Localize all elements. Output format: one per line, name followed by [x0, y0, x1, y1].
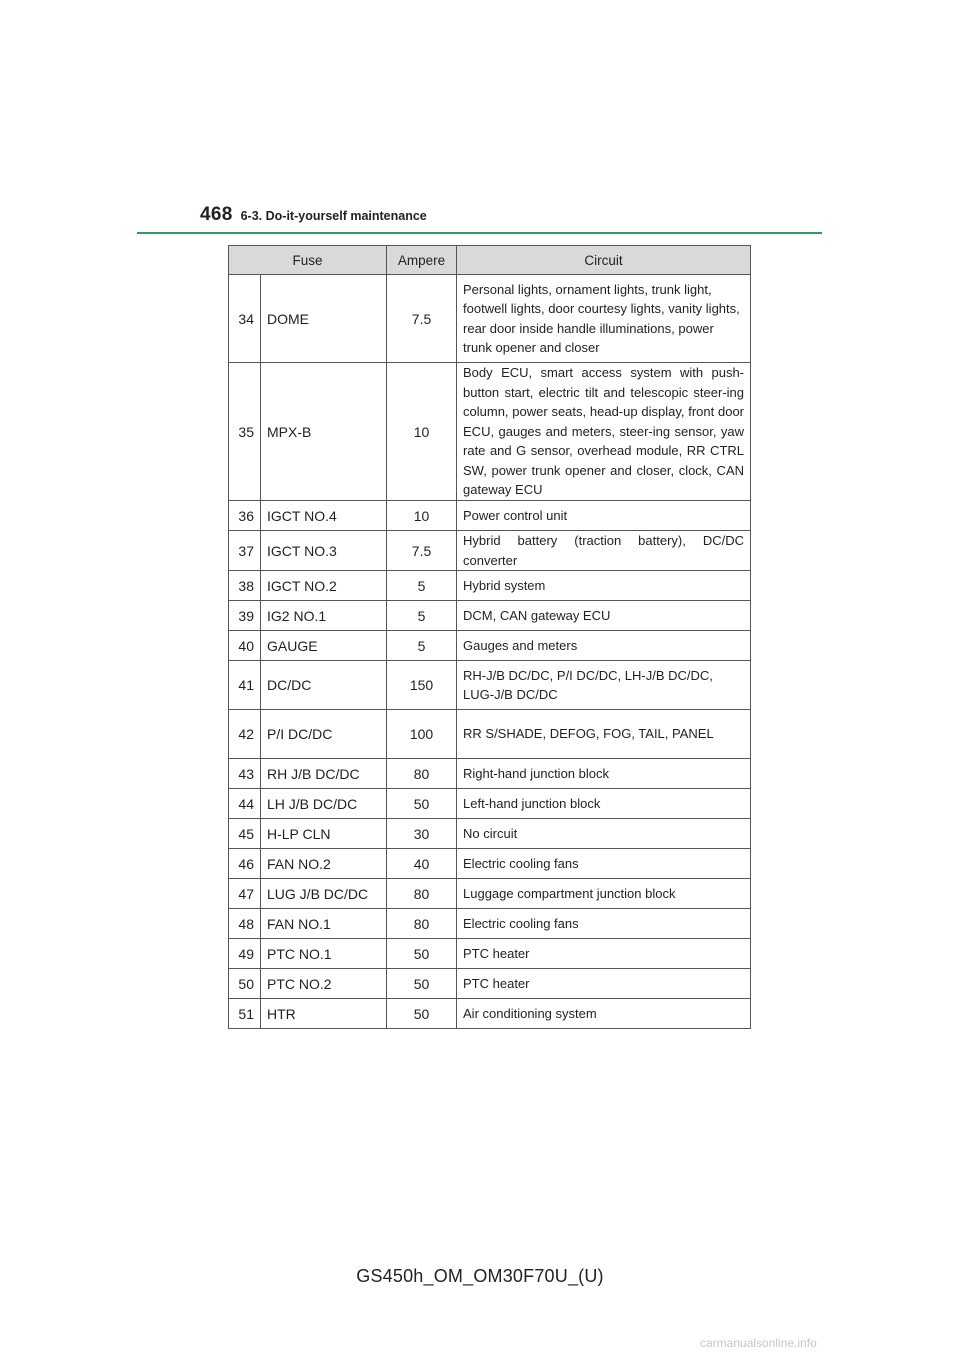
fuse-number: 38: [229, 571, 261, 601]
fuse-ampere: 5: [387, 631, 457, 661]
fuse-circuit: Power control unit: [457, 501, 751, 531]
table-row: [229, 531, 751, 571]
table-row: [229, 909, 751, 939]
fuse-ampere: 50: [387, 969, 457, 999]
fuse-name: PTC NO.2: [261, 969, 387, 999]
fuse-name: FAN NO.1: [261, 909, 387, 939]
page-header: [200, 204, 427, 232]
fuse-name: DOME: [261, 275, 387, 363]
fuse-ampere: 80: [387, 759, 457, 789]
fuse-ampere: 50: [387, 789, 457, 819]
fuse-ampere: 7.5: [387, 531, 457, 571]
table-row: [229, 631, 751, 661]
fuse-number: 41: [229, 661, 261, 710]
fuse-name: HTR: [261, 999, 387, 1029]
fuse-ampere: 80: [387, 909, 457, 939]
fuse-ampere: 50: [387, 999, 457, 1029]
fuse-name: DC/DC: [261, 661, 387, 710]
table-row: [229, 571, 751, 601]
fuse-name: IGCT NO.2: [261, 571, 387, 601]
fuse-number: 39: [229, 601, 261, 631]
fuse-circuit: PTC heater: [457, 969, 751, 999]
fuse-ampere: 10: [387, 363, 457, 501]
fuse-circuit: Hybrid system: [457, 571, 751, 601]
fuse-ampere: 5: [387, 571, 457, 601]
fuse-number: 37: [229, 531, 261, 571]
fuse-name: P/I DC/DC: [261, 710, 387, 759]
fuse-name: PTC NO.1: [261, 939, 387, 969]
fuse-ampere: 40: [387, 849, 457, 879]
fuse-number: 43: [229, 759, 261, 789]
table-row: [229, 999, 751, 1029]
header-rule: [137, 232, 822, 234]
fuse-number: 34: [229, 275, 261, 363]
table-row: [229, 363, 751, 501]
fuse-circuit: RH-J/B DC/DC, P/I DC/DC, LH-J/B DC/DC, LUG-J/B DC/DC: [457, 661, 751, 710]
fuse-table-body: [229, 275, 751, 1029]
fuse-name: RH J/B DC/DC: [261, 759, 387, 789]
fuse-circuit: Air conditioning system: [457, 999, 751, 1029]
fuse-ampere: 7.5: [387, 275, 457, 363]
column-header-fuse: Fuse: [229, 246, 387, 275]
fuse-name: LUG J/B DC/DC: [261, 879, 387, 909]
table-row: [229, 879, 751, 909]
fuse-ampere: 30: [387, 819, 457, 849]
fuse-number: 36: [229, 501, 261, 531]
fuse-name: GAUGE: [261, 631, 387, 661]
fuse-name: FAN NO.2: [261, 849, 387, 879]
table-row: [229, 710, 751, 759]
fuse-number: 44: [229, 789, 261, 819]
fuse-number: 40: [229, 631, 261, 661]
table-row: [229, 759, 751, 789]
fuse-number: 50: [229, 969, 261, 999]
table-row: [229, 661, 751, 710]
fuse-ampere: 50: [387, 939, 457, 969]
column-header-ampere: Ampere: [387, 246, 457, 275]
fuse-circuit: PTC heater: [457, 939, 751, 969]
fuse-circuit: Gauges and meters: [457, 631, 751, 661]
fuse-number: 47: [229, 879, 261, 909]
fuse-ampere: 80: [387, 879, 457, 909]
fuse-number: 35: [229, 363, 261, 501]
document-code: GS450h_OM_OM30F70U_(U): [356, 1266, 604, 1286]
fuse-table: [228, 245, 751, 1029]
fuse-circuit: Personal lights, ornament lights, trunk light, footwell lights, door courtesy lights, vanity lights, rear door inside handle illuminations, power trunk opener and closer: [457, 275, 751, 363]
table-row: [229, 789, 751, 819]
fuse-number: 45: [229, 819, 261, 849]
watermark: carmanualsonline.info: [700, 1336, 817, 1350]
table-row: [229, 939, 751, 969]
fuse-circuit: Luggage compartment junction block: [457, 879, 751, 909]
fuse-circuit: No circuit: [457, 819, 751, 849]
column-header-circuit: Circuit: [457, 246, 751, 275]
fuse-ampere: 10: [387, 501, 457, 531]
fuse-ampere: 100: [387, 710, 457, 759]
fuse-number: 48: [229, 909, 261, 939]
fuse-circuit: Body ECU, smart access system with push-button start, electric tilt and telescopic steer-ing column, power seats, head-up display, front door ECU, gauges and meters, steer-ing sensor, yaw rate and G sensor, overhead module, RR CTRL SW, power trunk opener and closer, clock, CAN gateway ECU: [457, 363, 751, 501]
fuse-circuit: Right-hand junction block: [457, 759, 751, 789]
table-row: [229, 501, 751, 531]
fuse-name: LH J/B DC/DC: [261, 789, 387, 819]
fuse-circuit: DCM, CAN gateway ECU: [457, 601, 751, 631]
page-number: 468: [200, 204, 233, 225]
fuse-ampere: 150: [387, 661, 457, 710]
table-row: [229, 849, 751, 879]
fuse-circuit: Left-hand junction block: [457, 789, 751, 819]
fuse-name: IGCT NO.4: [261, 501, 387, 531]
table-row: [229, 601, 751, 631]
fuse-circuit: Electric cooling fans: [457, 909, 751, 939]
table-row: [229, 969, 751, 999]
fuse-circuit: Electric cooling fans: [457, 849, 751, 879]
fuse-number: 46: [229, 849, 261, 879]
fuse-ampere: 5: [387, 601, 457, 631]
fuse-circuit: RR S/SHADE, DEFOG, FOG, TAIL, PANEL: [457, 710, 751, 759]
fuse-circuit: Hybrid battery (traction battery), DC/DC converter: [457, 531, 751, 571]
table-row: [229, 275, 751, 363]
fuse-name: IG2 NO.1: [261, 601, 387, 631]
table-header-row: [229, 246, 751, 275]
table-row: [229, 819, 751, 849]
fuse-name: IGCT NO.3: [261, 531, 387, 571]
fuse-number: 51: [229, 999, 261, 1029]
fuse-name: H-LP CLN: [261, 819, 387, 849]
fuse-name: MPX-B: [261, 363, 387, 501]
section-title: 6-3. Do-it-yourself maintenance: [240, 209, 427, 223]
fuse-number: 49: [229, 939, 261, 969]
fuse-number: 42: [229, 710, 261, 759]
